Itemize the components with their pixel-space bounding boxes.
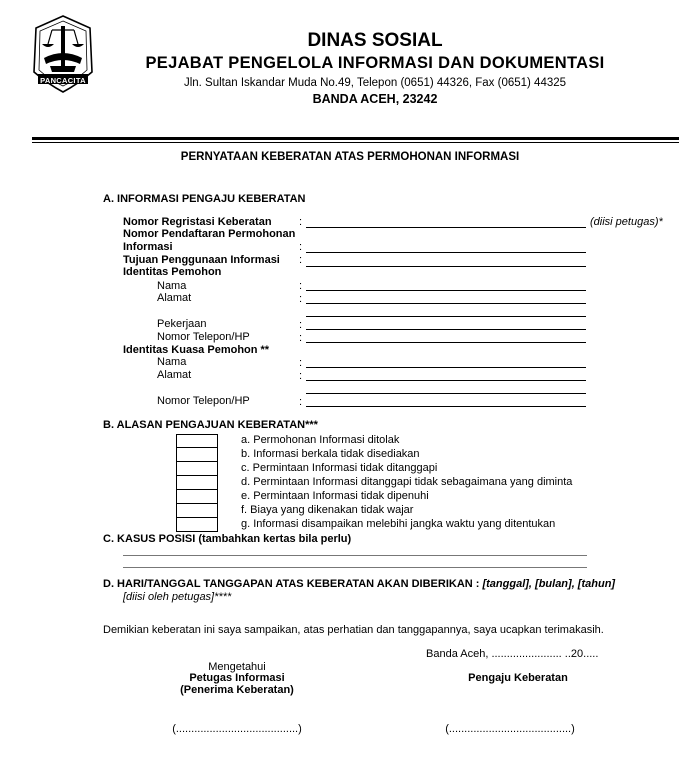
penerima-label: (Penerima Keberatan) [180, 684, 294, 696]
section-d-heading-text: D. HARI/TANGGAL TANGGAPAN ATAS KEBERATAN AKAN DIBERIKAN : [103, 578, 483, 590]
kuasa-alamat-field-2[interactable] [306, 393, 586, 394]
reason-label: b. Informasi berkala tidak disediakan [241, 448, 420, 460]
kasus-field-1[interactable] [123, 555, 587, 556]
colon: : [299, 280, 303, 292]
left-signature-line[interactable]: (........................................) [172, 723, 302, 735]
telepon-label: Nomor Telepon/HP [157, 331, 250, 343]
reason-label: d. Permintaan Informasi ditanggapi tidak sebagaimana yang diminta [241, 476, 573, 488]
org-name: DINAS SOSIAL [307, 30, 443, 51]
reg-field[interactable] [306, 227, 586, 228]
section-a-heading: A. INFORMASI PENGAJU KEBERATAN [103, 193, 306, 205]
reason-checkbox-b[interactable] [176, 448, 218, 462]
section-d-note: [diisi oleh petugas]**** [123, 591, 232, 603]
colon: : [299, 241, 303, 253]
daftar-label-2: Informasi [123, 241, 173, 253]
kuasa-telepon-field[interactable] [306, 406, 586, 407]
tujuan-field[interactable] [306, 266, 586, 267]
section-d-heading [103, 578, 615, 590]
right-signature-line[interactable]: (........................................) [445, 723, 575, 735]
telepon-field[interactable] [306, 342, 586, 343]
reason-checkbox-a[interactable] [176, 434, 218, 448]
nama-label: Nama [157, 280, 187, 292]
nama-field[interactable] [306, 290, 586, 291]
alamat-field-2[interactable] [306, 316, 586, 317]
kuasa-nama-label: Nama [157, 356, 187, 368]
alamat-label: Alamat [157, 292, 192, 304]
reason-checkbox-f[interactable] [176, 504, 218, 518]
logo [30, 14, 96, 96]
pekerjaan-label: Pekerjaan [157, 318, 207, 330]
logo-text: PANCACITA [40, 76, 86, 85]
section-b-heading: B. ALASAN PENGAJUAN KEBERATAN*** [103, 419, 318, 431]
section-d-date-placeholder: [tanggal], [bulan], [tahun] [482, 578, 616, 590]
colon: : [299, 319, 303, 331]
mengetahui-label: Mengetahui [208, 661, 266, 673]
reg-label: Nomor Regristasi Keberatan [123, 216, 272, 228]
daftar-field[interactable] [306, 252, 586, 253]
colon: : [299, 293, 303, 305]
kuasa-alamat-field[interactable] [306, 380, 586, 381]
header-divider-thick [32, 137, 679, 140]
reason-checkbox-g[interactable] [176, 518, 218, 532]
city: BANDA ACEH, 23242 [312, 92, 438, 106]
kuasa-heading: Identitas Kuasa Pemohon ** [123, 344, 270, 356]
place-date: Banda Aceh, ....................... ..20..... [426, 648, 599, 660]
alamat-field[interactable] [306, 303, 586, 304]
reason-checkbox-c[interactable] [176, 462, 218, 476]
pemohon-heading: Identitas Pemohon [123, 266, 222, 278]
colon: : [299, 396, 303, 408]
daftar-label: Nomor Pendaftaran Permohonan [123, 228, 296, 240]
colon: : [299, 254, 303, 266]
petugas-label: Petugas Informasi [189, 672, 285, 684]
section-c-heading: C. KASUS POSISI (tambahkan kertas bila perlu) [103, 533, 352, 545]
colon: : [299, 216, 303, 228]
colon: : [299, 332, 303, 344]
reason-checkbox-e[interactable] [176, 490, 218, 504]
pengaju-label: Pengaju Keberatan [468, 672, 568, 684]
reg-note: (diisi petugas)* [590, 216, 663, 228]
reason-checkbox-d[interactable] [176, 476, 218, 490]
form-title: PERNYATAAN KEBERATAN ATAS PERMOHONAN INFORMASI [180, 151, 520, 163]
colon: : [299, 370, 303, 382]
colon: : [299, 357, 303, 369]
reason-label: a. Permohonan Informasi ditolak [241, 434, 400, 446]
closing-statement: Demikian keberatan ini saya sampaikan, atas perhatian dan tanggapannya, saya ucapkan terimakasih. [103, 624, 604, 636]
reason-label: g. Informasi disampaikan melebihi jangka waktu yang ditentukan [241, 518, 556, 530]
office-name: PEJABAT PENGELOLA INFORMASI DAN DOKUMENTASI [145, 54, 605, 72]
reason-label: c. Permintaan Informasi tidak ditanggapi [241, 462, 438, 474]
kuasa-nama-field[interactable] [306, 367, 586, 368]
kuasa-alamat-label: Alamat [157, 369, 192, 381]
tujuan-label: Tujuan Penggunaan Informasi [123, 254, 280, 266]
kasus-field-2[interactable] [123, 567, 587, 568]
address: Jln. Sultan Iskandar Muda No.49, Telepon (0651) 44326, Fax (0651) 44325 [183, 77, 567, 89]
reason-label: e. Permintaan Informasi tidak dipenuhi [241, 490, 429, 502]
pekerjaan-field[interactable] [306, 329, 586, 330]
header-divider-thin [32, 142, 679, 143]
kuasa-telepon-label: Nomor Telepon/HP [157, 395, 250, 407]
reason-label: f. Biaya yang dikenakan tidak wajar [241, 504, 414, 516]
